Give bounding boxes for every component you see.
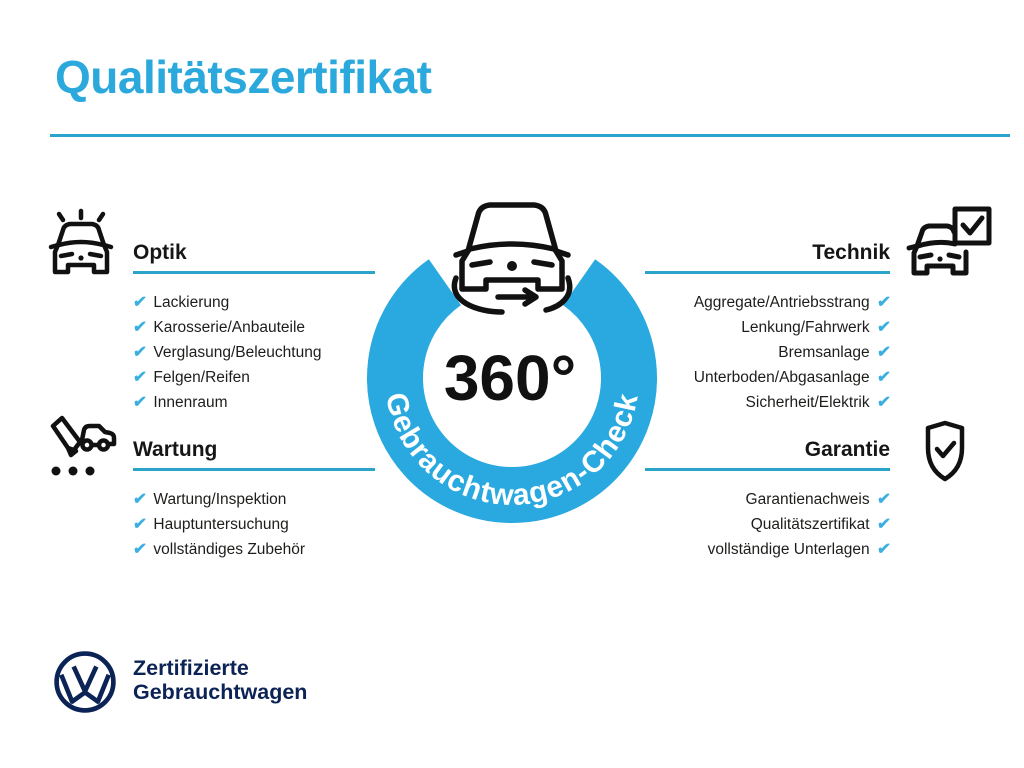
list-item	[645, 340, 890, 365]
list-item	[133, 487, 375, 512]
section-technik	[645, 241, 890, 415]
section-title-wartung: Wartung	[133, 438, 218, 461]
check-icon: ✔	[875, 343, 891, 361]
title-divider	[50, 134, 1010, 137]
section-optik	[133, 241, 375, 415]
item-label: Wartung/Inspektion	[153, 490, 287, 508]
section-divider-technik	[645, 271, 890, 274]
item-label: Bremsanlage	[778, 343, 870, 361]
shield-check-icon	[920, 420, 970, 489]
checklist-technik	[645, 290, 890, 415]
brand-line-1: Zertifizierte	[133, 656, 249, 680]
check-icon: ✔	[875, 368, 891, 386]
check-icon: ✔	[132, 343, 148, 361]
list-item	[645, 537, 890, 562]
checklist-wartung	[133, 487, 375, 562]
check-icon: ✔	[132, 515, 148, 533]
section-divider-garantie	[645, 468, 890, 471]
section-title-garantie: Garantie	[804, 438, 890, 461]
item-label: Unterboden/Abgasanlage	[693, 368, 870, 386]
list-item	[133, 290, 375, 315]
section-title-optik: Optik	[133, 241, 187, 264]
item-label: Aggregate/Antriebsstrang	[693, 293, 870, 311]
check-icon: ✔	[132, 540, 148, 558]
list-item	[133, 315, 375, 340]
check-icon: ✔	[875, 490, 891, 508]
list-item	[133, 365, 375, 390]
brand-line-2: Gebrauchtwagen	[133, 679, 308, 704]
item-label: Garantienachweis	[745, 490, 870, 508]
list-item	[133, 537, 375, 562]
check-icon: ✔	[132, 318, 148, 336]
vw-logo	[53, 650, 117, 719]
item-label: Felgen/Reifen	[153, 368, 250, 386]
ring-label: Gebrauchtwagen-Check	[378, 389, 645, 513]
list-item	[645, 390, 890, 415]
list-item	[645, 290, 890, 315]
list-item	[133, 390, 375, 415]
item-label: Karosserie/Anbauteile	[153, 318, 306, 336]
section-divider-optik	[133, 271, 375, 274]
item-label: Qualitätszertifikat	[750, 515, 870, 533]
item-label: Sicherheit/Elektrik	[745, 393, 870, 411]
check-icon: ✔	[875, 318, 891, 336]
rotating-car-icon	[454, 205, 569, 312]
item-label: Hauptuntersuchung	[153, 515, 289, 533]
list-item	[645, 487, 890, 512]
car-checkbox-icon	[903, 206, 993, 287]
list-item	[133, 340, 375, 365]
page-title: Qualitätszertifikat	[55, 51, 432, 103]
check-icon: ✔	[132, 490, 148, 508]
check-icon: ✔	[132, 368, 148, 386]
item-label: Lenkung/Fahrwerk	[741, 318, 870, 336]
section-title-technik: Technik	[812, 241, 890, 264]
pencil-car-checklist-icon	[46, 414, 118, 485]
check-icon: ✔	[875, 293, 891, 311]
section-garantie	[645, 438, 890, 562]
degree-label: 360°	[443, 342, 577, 414]
check-icon: ✔	[132, 393, 148, 411]
section-divider-wartung	[133, 468, 375, 471]
check-icon: ✔	[875, 540, 891, 558]
list-item	[645, 365, 890, 390]
shining-car-icon	[48, 208, 114, 285]
item-label: vollständiges Zubehör	[153, 540, 306, 558]
item-label: Innenraum	[153, 393, 228, 411]
checklist-garantie	[645, 487, 890, 562]
item-label: vollständige Unterlagen	[707, 540, 870, 558]
list-item	[645, 512, 890, 537]
check-icon: ✔	[132, 293, 148, 311]
section-wartung	[133, 438, 375, 562]
checklist-optik	[133, 290, 375, 415]
item-label: Verglasung/Beleuchtung	[153, 343, 322, 361]
360-check-badge	[352, 193, 672, 538]
list-item	[133, 512, 375, 537]
list-item	[645, 315, 890, 340]
brand-text	[133, 657, 307, 704]
check-icon: ✔	[875, 515, 891, 533]
check-icon: ✔	[875, 393, 891, 411]
item-label: Lackierung	[153, 293, 230, 311]
